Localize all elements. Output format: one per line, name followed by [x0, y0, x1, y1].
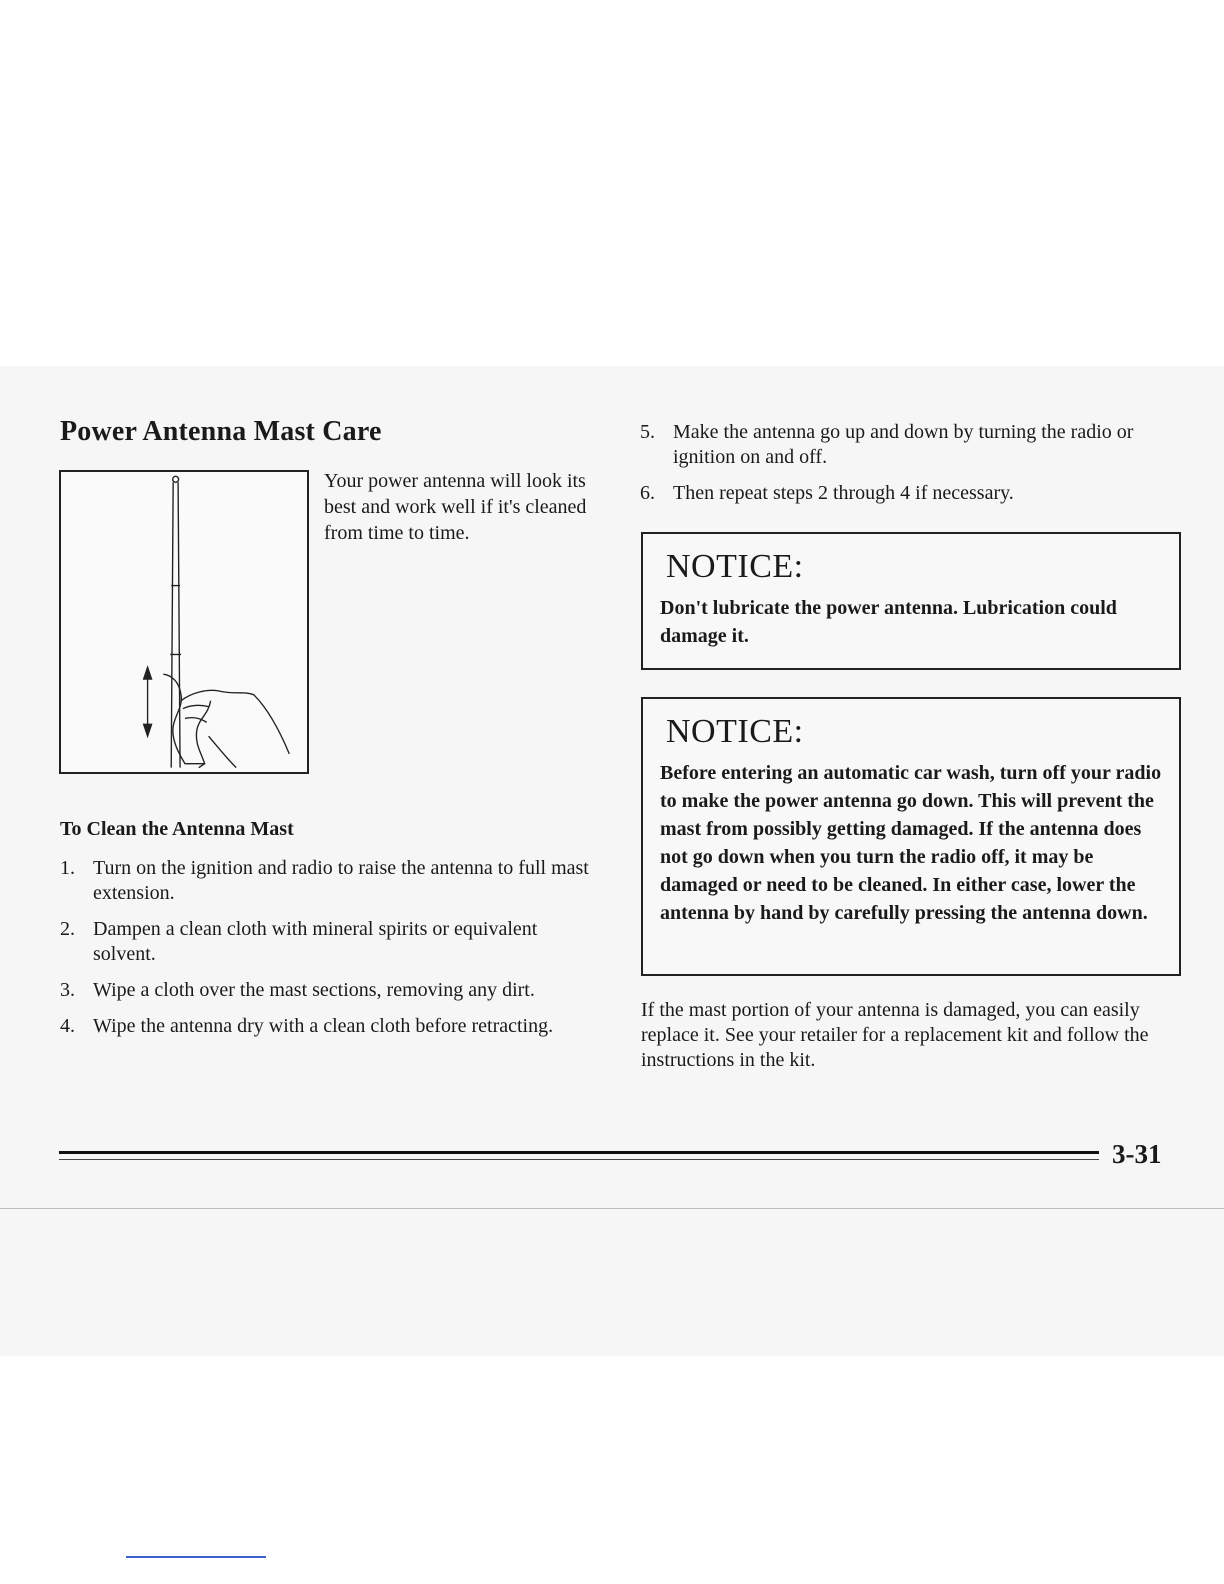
notice-heading: NOTICE: [666, 713, 804, 750]
notice-box-lubrication [641, 532, 1181, 670]
notice-body: Don't lubricate the power antenna. Lubrication could damage it. [660, 597, 1117, 647]
intro-paragraph: Your power antenna will look its best and work well if it's cleaned from time to time. [324, 470, 587, 544]
cloth-outline [163, 674, 210, 764]
bottom-link-underline [126, 1556, 266, 1558]
list-item: 5. Make the antenna go up and down by turning the radio or ignition on and off. [640, 421, 1134, 468]
replacement-paragraph: If the mast portion of your antenna is damaged, you can easily replace it. See your retailer for a replacement kit and follow the instructions in the kit. [641, 999, 1149, 1071]
list-item: 1. Turn on the ignition and radio to raise the antenna to full mast extension. [60, 857, 589, 904]
page-number: 3-31 [1112, 1139, 1162, 1169]
list-item: 3. Wipe a cloth over the mast sections, removing any dirt. [60, 979, 535, 1001]
antenna-tip [173, 476, 179, 482]
section-title: Power Antenna Mast Care [60, 416, 382, 447]
footer-rule-thin [59, 1159, 1099, 1160]
notice-heading: NOTICE: [666, 548, 804, 585]
cleaning-subheading: To Clean the Antenna Mast [60, 818, 294, 840]
notice-body: Before entering an automatic car wash, turn off your radio to make the power antenna go down. This will prevent the mast from possibly getting damaged. If the antenna does not go down when you turn the radio off, it may be damaged or need to be cleaned. In either case, lower the antenna by hand by carefully pressing the antenna down. [660, 762, 1162, 924]
antenna-mast-right-edge [178, 482, 180, 767]
cleaning-steps-list-continued [640, 420, 1170, 517]
antenna-cleaning-illustration [59, 470, 309, 774]
list-item: 6. Then repeat steps 2 through 4 if necessary. [640, 482, 1014, 504]
footer-rule [59, 1151, 1099, 1154]
page-edge-line [0, 1208, 1224, 1209]
notice-box-car-wash [641, 697, 1181, 976]
list-item: 4. Wipe the antenna dry with a clean cloth before retracting. [60, 1015, 554, 1037]
cleaning-steps-list [60, 856, 600, 1050]
list-item: 2. Dampen a clean cloth with mineral spirits or equivalent solvent. [60, 918, 538, 965]
